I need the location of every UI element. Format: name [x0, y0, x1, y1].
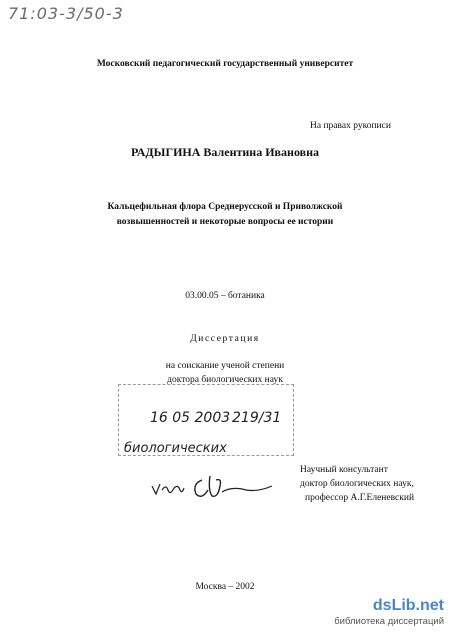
author-name: РАДЫГИНА Валентина Ивановна: [130, 145, 320, 159]
stamp-field: биологических: [124, 441, 227, 456]
stamp-date: 16 05 2003: [150, 410, 231, 426]
stamp-number: 219/31: [232, 410, 282, 426]
university-name: Московский педагогический государственный университет: [96, 59, 354, 69]
handwritten-catalog-number: 71:03-3/50-3: [8, 4, 124, 23]
rights-notice: На правах рукописи: [310, 121, 391, 131]
consultant-title: Научный консультант: [300, 465, 388, 475]
handwritten-signature-icon: [150, 466, 280, 506]
specialty-code: 03.00.05 – ботаника: [185, 291, 265, 301]
title-line-1: Кальцефильная флора Среднерусской и Приволжской: [107, 202, 343, 212]
city-year: Москва – 2002: [195, 582, 255, 592]
consultant-name: профессор А.Г.Еленевский: [305, 493, 415, 503]
document-type: Диссертация: [190, 334, 260, 344]
title-line-2: возвышенностей и некоторые вопросы ее истории: [116, 217, 334, 227]
consultant-degree: доктор биологических наук,: [300, 479, 414, 489]
dslib-logo[interactable]: dsLib.net: [372, 597, 444, 614]
dslib-subtitle: библиотека диссертаций: [334, 616, 444, 627]
dslib-watermark[interactable]: [334, 598, 444, 627]
degree-line-1: на соискание ученой степени: [165, 361, 285, 371]
degree-line-2: доктора биологических наук: [167, 375, 283, 385]
